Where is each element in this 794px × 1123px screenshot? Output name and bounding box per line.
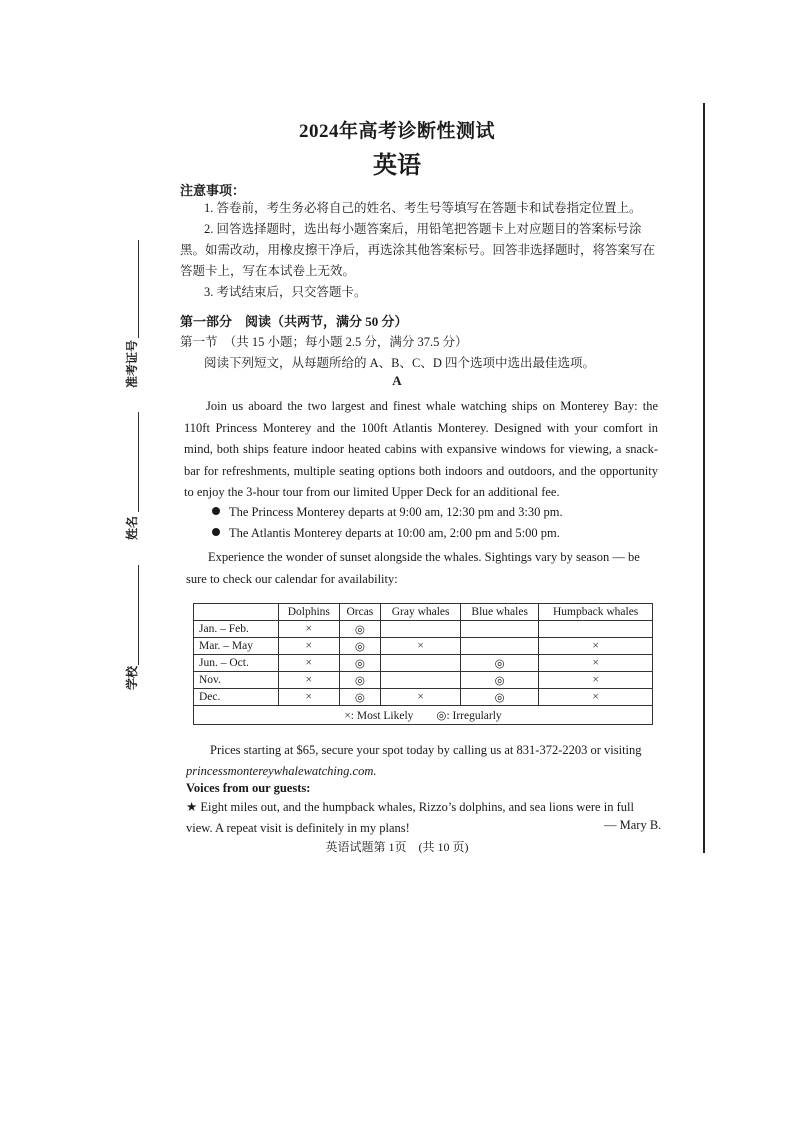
table-cell xyxy=(539,621,653,638)
table-cell: ◎ xyxy=(461,672,539,689)
notice-item-3: 3. 考试结束后，只交答题卡。 xyxy=(204,285,367,299)
bullet-icon xyxy=(212,507,220,515)
sighting-calendar-table xyxy=(193,603,653,725)
table-legend-row xyxy=(194,706,653,725)
table-cell: × xyxy=(539,672,653,689)
experience-paragraph: Experience the wonder of sunset alongside the whales. Sightings vary by season — be sure to check our calendar for availability: xyxy=(186,550,640,586)
table-cell xyxy=(381,655,461,672)
exam-title: 2024年高考诊断性测试 xyxy=(298,121,495,142)
notice-item-1: 1. 答卷前，考生务必将自己的姓名、考生号等填写在答题卡和试卷指定位置上。 xyxy=(204,201,642,215)
prices-text: Prices starting at $65, secure your spot today by calling us at 831-372-2203 or visiting xyxy=(210,743,642,757)
table-cell: × xyxy=(381,638,461,655)
table-cell: × xyxy=(279,689,340,706)
school-line xyxy=(138,565,139,665)
section1-title: 第一节 （共 15 小题；每小题 2.5 分，满分 37.5 分） xyxy=(180,335,468,349)
table-row xyxy=(194,638,653,655)
table-cell: Jan. – Feb. xyxy=(194,621,279,638)
table-row xyxy=(194,655,653,672)
table-header-cell: Gray whales xyxy=(381,604,461,621)
voices-heading: Voices from our guests: xyxy=(186,781,311,795)
part1-title: 第一部分 阅读（共两节，满分 50 分） xyxy=(180,314,408,329)
table-cell: ◎ xyxy=(339,655,381,672)
name-line xyxy=(138,412,139,512)
table-cell: × xyxy=(279,621,340,638)
table-cell: ◎ xyxy=(339,672,381,689)
website-link: princessmontereywhalewatching.com. xyxy=(186,764,377,778)
section-instruction: 阅读下列短文，从每题所给的 A、B、C、D 四个选项中选出最佳选项。 xyxy=(204,356,595,370)
name-label: 姓名 xyxy=(125,515,139,540)
page-footer: 英语试题第 1页 (共 10 页) xyxy=(325,840,469,854)
notice-item-2: 2. 回答选择题时，选出每小题答案后，用铅笔把答题卡上对应题目的答案标号涂黑。如需改动，用橡皮擦干净后，再选涂其他答案标号。回答非选择题时，将答案写在答题卡上，写在本试卷上无效。 xyxy=(180,222,656,278)
table-cell: × xyxy=(279,655,340,672)
notice-heading: 注意事项： xyxy=(180,183,246,198)
table-header-cell: Orcas xyxy=(339,604,381,621)
table-header-row xyxy=(194,604,653,621)
table-cell: Mar. – May xyxy=(194,638,279,655)
exam-id-label: 准考证号 xyxy=(125,339,139,388)
table-cell xyxy=(461,621,539,638)
notice-list xyxy=(180,198,660,303)
departure-text-1: The Princess Monterey departs at 9:00 am, 12:30 pm and 3:30 pm. xyxy=(229,505,563,519)
review-author: — Mary B. xyxy=(604,818,662,832)
bullet-icon xyxy=(212,528,220,536)
table-cell: Dec. xyxy=(194,689,279,706)
table-header-cell: Dolphins xyxy=(279,604,340,621)
table-row xyxy=(194,621,653,638)
table-cell: Jun. – Oct. xyxy=(194,655,279,672)
table-cell xyxy=(381,621,461,638)
table-cell: ◎ xyxy=(339,689,381,706)
prices-paragraph xyxy=(186,740,660,782)
table-cell: × xyxy=(539,689,653,706)
passage-label: A xyxy=(392,373,402,388)
table-cell: ◎ xyxy=(461,689,539,706)
exam-id-line xyxy=(138,240,139,338)
table-cell: ◎ xyxy=(339,621,381,638)
table-row xyxy=(194,672,653,689)
table-cell: Nov. xyxy=(194,672,279,689)
table-cell: × xyxy=(279,672,340,689)
departure-item-1 xyxy=(212,505,563,520)
table-cell: ◎ xyxy=(461,655,539,672)
table-cell xyxy=(381,672,461,689)
table-header-cell: Humpback whales xyxy=(539,604,653,621)
table-cell: × xyxy=(539,638,653,655)
subject-title: 英语 xyxy=(373,153,421,179)
table-cell: × xyxy=(381,689,461,706)
binding-line xyxy=(703,103,705,853)
table-cell: × xyxy=(279,638,340,655)
guest-review: ★ Eight miles out, and the humpback whales, Rizzo’s dolphins, and sea lions were in full view. A repeat visit is definitely in my plans! xyxy=(186,800,634,835)
table-legend: ×: Most Likely ◎: Irregularly xyxy=(194,706,653,725)
table-header-cell: Blue whales xyxy=(461,604,539,621)
departure-text-2: The Atlantis Monterey departs at 10:00 am, 2:00 pm and 5:00 pm. xyxy=(229,526,560,540)
table-cell: × xyxy=(539,655,653,672)
departure-item-2 xyxy=(212,526,560,541)
passage-intro: Join us aboard the two largest and finest whale watching ships on Monterey Bay: the 110ft Princess Monterey and the 100ft Atlantis Monterey. Designed with your comfort in mind, both ships feature indoor heated cabins with expansive windows for viewing, a snack-bar for refreshments, multiple seating options both indoors and outdoors, and the opportunity to enjoy the 3-hour tour from our limited Upper Deck for an additional fee. xyxy=(184,399,658,499)
school-label: 学校 xyxy=(125,665,139,690)
table-row xyxy=(194,689,653,706)
table-header-cell xyxy=(194,604,279,621)
table-cell: ◎ xyxy=(339,638,381,655)
table-cell xyxy=(461,638,539,655)
